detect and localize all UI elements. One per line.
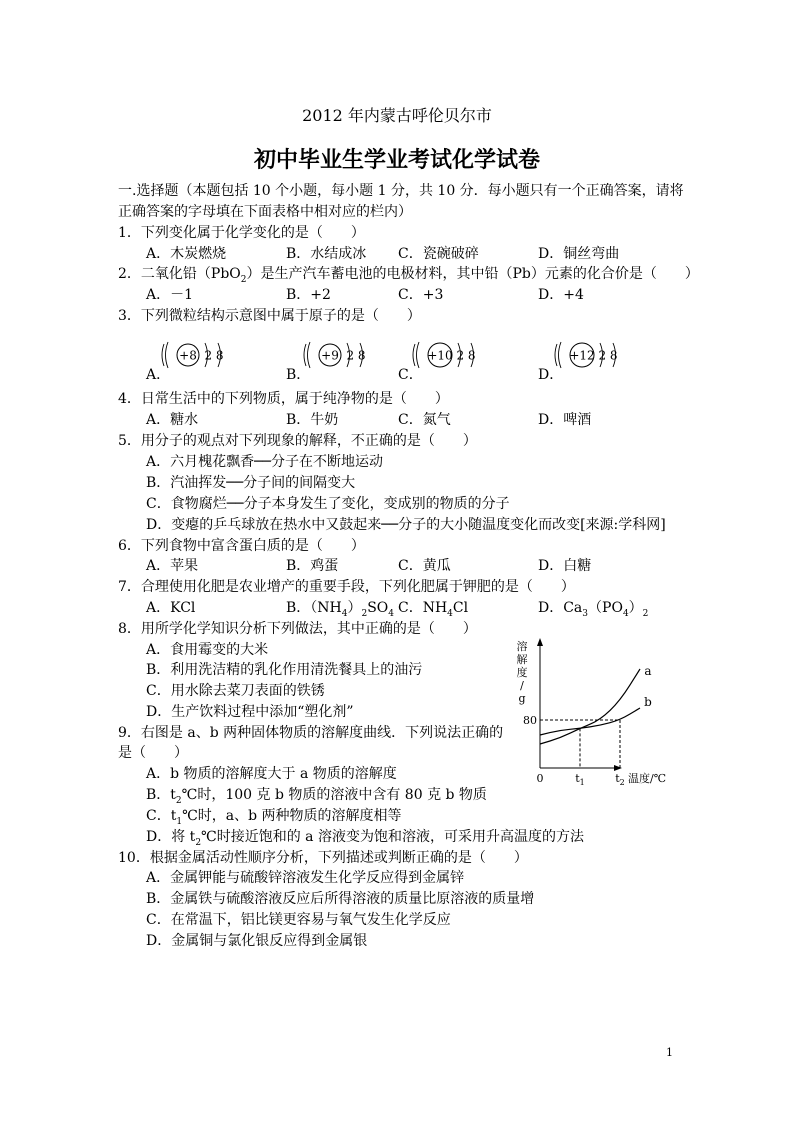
question-1-option-c: C．瓷碗破碎 (398, 246, 479, 262)
atom-c-nucleus: +10 (427, 348, 453, 363)
atom-diagram-c (410, 338, 500, 372)
chart-y-label-char: 解 (516, 653, 528, 666)
chart-x-tick-label: $t_2$ (615, 772, 625, 787)
question-4-option-b: B．牛奶 (286, 412, 339, 428)
question-4-option-c: C．氮气 (398, 412, 451, 428)
chart-curve-a (540, 669, 640, 744)
question-3-option-b: B． (286, 367, 311, 383)
question-6-stem: 6．下列食物中富含蛋白质的是（ ） (118, 538, 365, 554)
question-9-option-b: B．$t_2℃$时，100 克 b 物质的溶液中含有 80 克 b 物质 (146, 787, 487, 806)
atom-diagram-b (302, 338, 392, 372)
chart-y-label-char: g (518, 692, 526, 705)
question-8-option-a: A．食用霉变的大米 (146, 642, 269, 658)
question-3-option-c: C． (398, 367, 423, 383)
atom-a-nucleus: +8 (179, 348, 197, 363)
chart-series-label-b: b (644, 695, 652, 709)
question-4-stem: 4．日常生活中的下列物质，属于纯净物的是（ ） (118, 391, 449, 407)
question-1-option-b: B．水结成冰 (286, 246, 367, 262)
question-3-stem: 3．下列微粒结构示意图中属于原子的是（ ） (118, 308, 421, 324)
question-9-option-d: D．将 $t_2℃$时接近饱和的 a 溶液变为饱和溶液，可采用升高温度的方法 (146, 829, 584, 848)
chart-y-label-char: 溶 (516, 640, 528, 653)
question-4-option-d: D．啤酒 (538, 412, 592, 428)
question-9-stem-line2: 是（ ） (118, 745, 188, 761)
chart-x-axis-arrow (614, 765, 622, 771)
atom-d-shells: 2 8 (598, 348, 618, 363)
atom-b-nucleus: +9 (321, 348, 339, 363)
atom-b-shells: 2 8 (346, 348, 366, 363)
atom-diagram-a (160, 338, 250, 372)
chart-series-label-a: a (644, 664, 652, 678)
question-10-option-c: C．在常温下，铝比镁更容易与氧气发生化学反应 (146, 912, 451, 928)
section-instructions-line1: 一.选择题（本题包括 10 个小题，每小题 1 分，共 10 分．每小题只有一个正确答案，请将 (118, 183, 684, 199)
question-8-stem: 8．用所学化学知识分析下列做法，其中正确的是（ ） (118, 621, 477, 637)
question-5-option-d: D．变瘪的乒乓球放在热水中又鼓起来──分子的大小随温度变化而改变[来源:学科网] (146, 517, 666, 533)
question-10-option-d: D．金属铜与氯化银反应得到金属银 (146, 933, 368, 949)
question-6-option-c: C．黄瓜 (398, 558, 451, 574)
question-7-option-a: A．KCl (146, 600, 196, 616)
exam-title: 初中毕业生学业考试化学试卷 (253, 147, 540, 173)
solubility-chart (510, 632, 670, 788)
question-6-option-d: D．白糖 (538, 558, 592, 574)
question-7-option-c: C．$NH_4Cl$ (398, 600, 469, 619)
question-9-option-c: C．$t_1℃$时，a、b 两种物质的溶解度相等 (146, 808, 402, 827)
page-number: 1 (666, 1046, 673, 1059)
atom-a-shells: 2 8 (204, 348, 224, 363)
chart-y-label-char: 度 (516, 666, 528, 679)
question-6-option-a: A．苹果 (146, 558, 199, 574)
chart-y-tick-label: 80 (523, 714, 537, 727)
question-7-stem: 7．合理使用化肥是农业增产的重要手段，下列化肥属于钾肥的是（ ） (118, 579, 575, 595)
question-9-option-a: A．b 物质的溶解度大于 a 物质的溶解度 (146, 766, 397, 782)
question-3-option-d: D． (538, 367, 564, 383)
chart-y-label-char: / (520, 679, 524, 692)
question-5-stem: 5．用分子的观点对下列现象的解释，不正确的是（ ） (118, 433, 477, 449)
atom-diagram-d (552, 338, 642, 372)
question-6-option-b: B．鸡蛋 (286, 558, 339, 574)
question-1-option-a: A．木炭燃烧 (146, 246, 227, 262)
chart-curve-b (540, 708, 640, 735)
exam-subtitle: 2012 年内蒙古呼伦贝尔市 (302, 106, 492, 125)
atom-c-shells: 2 8 (456, 348, 476, 363)
question-2-option-d: D．+4 (538, 287, 584, 303)
question-1-option-d: D．铜丝弯曲 (538, 246, 620, 262)
question-7-option-d: D．$Ca_3(PO_4)_2$ (538, 600, 649, 619)
question-10-stem: 10．根据金属活动性顺序分析，下列描述或判断正确的是（ ） (118, 850, 528, 866)
question-5-option-b: B．汽油挥发──分子间的间隔变大 (146, 475, 356, 491)
question-3-option-a: A． (146, 367, 171, 383)
atom-d-nucleus: +12 (569, 348, 595, 363)
question-5-option-c: C．食物腐烂──分子本身发生了变化，变成别的物质的分子 (146, 496, 510, 512)
question-5-option-a: A．六月槐花飘香──分子在不断地运动 (146, 454, 383, 470)
question-2-option-a: A．－1 (146, 287, 194, 303)
chart-x-tick-label: $t_1$ (575, 772, 585, 787)
question-8-option-b: B．利用洗洁精的乳化作用清洗餐具上的油污 (146, 662, 423, 678)
chart-y-axis-arrow (537, 638, 543, 646)
chart-y-label (517, 639, 528, 705)
question-1-stem: 1．下列变化属于化学变化的是（ ） (118, 225, 365, 241)
question-2-option-b: B．+2 (286, 287, 331, 303)
section-instructions-line2: 正确答案的字母填在下面表格中相对应的栏内） (118, 204, 412, 220)
question-8-option-d: D．生产饮料过程中添加“塑化剂” (146, 704, 354, 720)
question-4-option-a: A．糖水 (146, 412, 199, 428)
question-2-option-c: C．+3 (398, 287, 444, 303)
question-9-stem-line1: 9．右图是 a、b 两种固体物质的溶解度曲线．下列说法正确的 (118, 725, 504, 741)
chart-origin-label: 0 (536, 772, 544, 785)
chart-x-label: 温度/℃ (627, 772, 667, 785)
question-8-option-c: C．用水除去菜刀表面的铁锈 (146, 683, 325, 699)
question-7-option-b: B．$(NH_4)_2SO_4$ (286, 600, 395, 619)
question-10-option-b: B．金属铁与硫酸溶液反应后所得溶液的质量比原溶液的质量增 (146, 891, 535, 907)
question-10-option-a: A．金属钾能与硫酸锌溶液发生化学反应得到金属锌 (146, 870, 465, 886)
question-2-stem: 2．二氧化铅（PbO$_2$）是生产汽车蓄电池的电极材料，其中铅（Pb）元素的化合价是（ ） (118, 266, 699, 285)
